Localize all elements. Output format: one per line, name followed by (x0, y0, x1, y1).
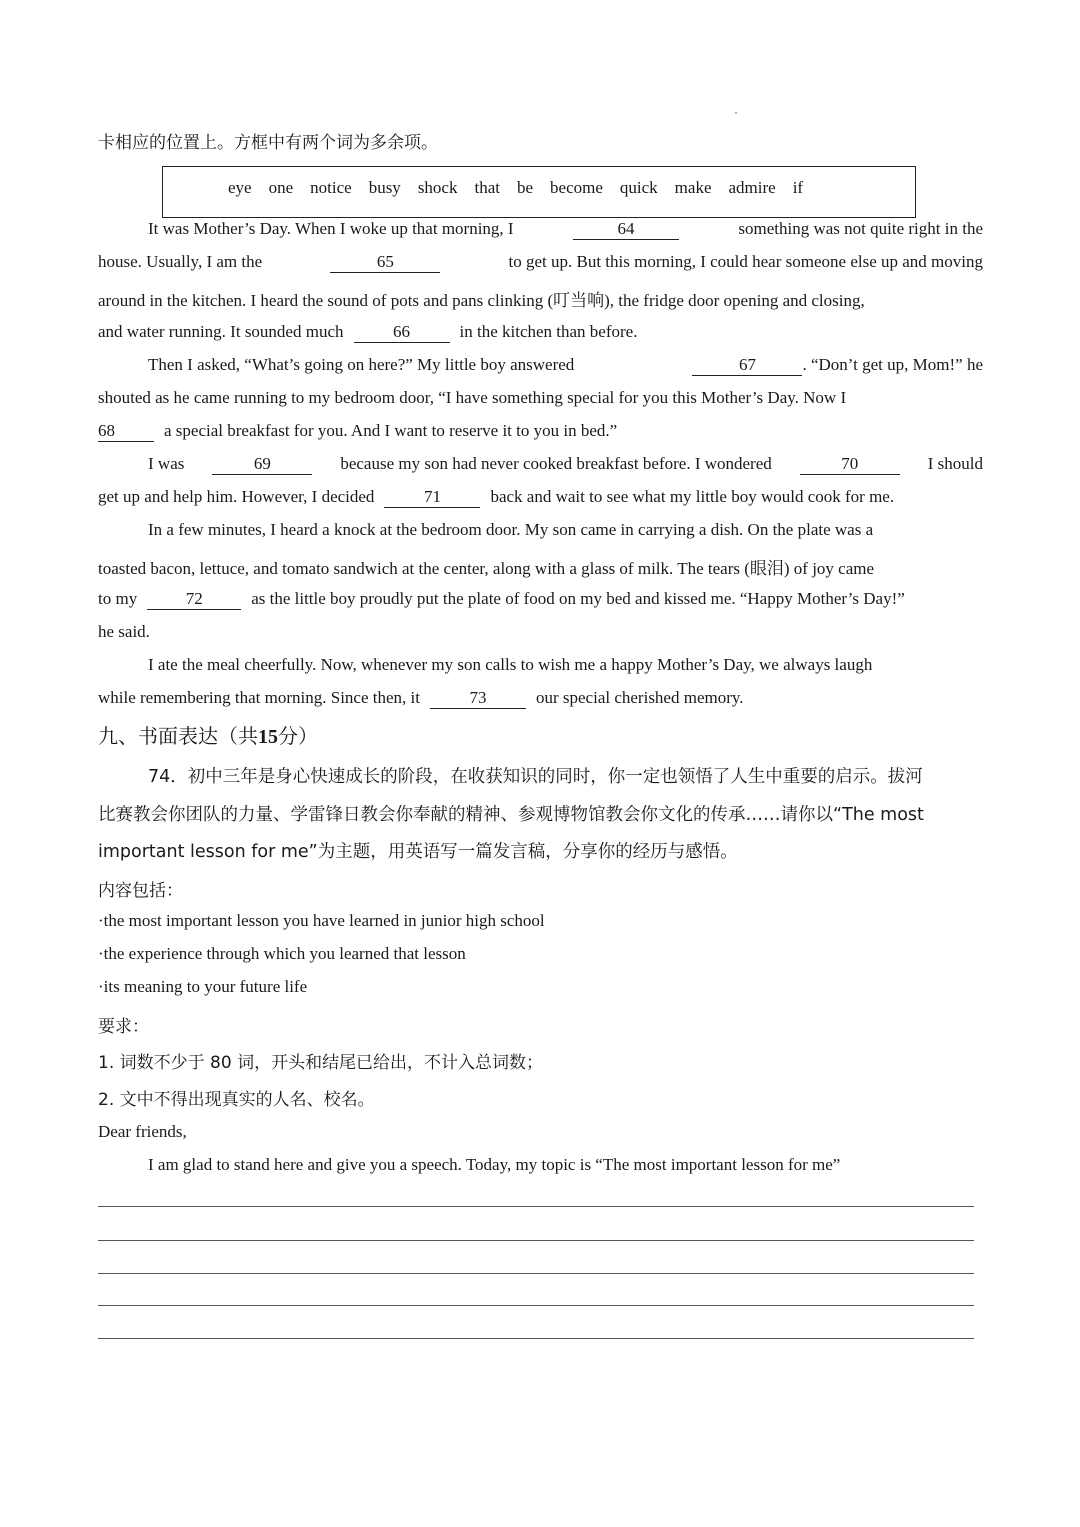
p1-line3 (98, 286, 983, 311)
p2-line3 (98, 421, 983, 442)
p4-line1 (148, 520, 983, 540)
heading-text-end: 分） (278, 724, 318, 748)
p1-line4 (98, 322, 983, 343)
text: back and wait to see what my little boy would cook for me. (490, 487, 895, 506)
blank-66[interactable]: 66 (354, 322, 450, 343)
writing-line[interactable] (98, 1305, 974, 1306)
scan-speck (735, 112, 737, 114)
text: a special breakfast for you. And I want to reserve it to you in bed.” (164, 421, 618, 440)
p3-line1 (148, 454, 983, 475)
blank-68[interactable]: 68 (98, 421, 154, 442)
section-heading (98, 720, 318, 749)
blank-72[interactable]: 72 (147, 589, 241, 610)
writing-line[interactable] (98, 1240, 974, 1241)
text: It was Mother’s Day. When I woke up that morning, I (148, 219, 514, 238)
word-bank-item: that (474, 178, 500, 197)
text: get up and help him. However, I decided (98, 487, 375, 506)
text: and water running. It sounded much (98, 322, 344, 341)
heading-text: 九、书面表达（共 (98, 724, 258, 748)
word-bank-item: make (674, 178, 712, 197)
text: toasted bacon, lettuce, and tomato sandwich at the center, along with a glass of milk. The tears (眼泪) of joy came (98, 559, 875, 578)
word-bank-item: eye (228, 178, 252, 197)
text: because my son had never cooked breakfast before. I wondered (340, 454, 772, 473)
text: he said. (98, 622, 150, 641)
text: to my (98, 589, 138, 608)
blank-65[interactable]: 65 (330, 252, 440, 273)
blank-64[interactable]: 64 (573, 219, 679, 240)
blank-73[interactable]: 73 (430, 688, 526, 709)
q74-line3: important lesson for me”为主题，用英语写一篇发言稿，分享你的经历与感悟。 (98, 842, 738, 862)
requirement-1: 1. 词数不少于 80 词，开头和结尾已给出，不计入总词数； (98, 1053, 544, 1073)
text: house. Usually, I am the (98, 252, 263, 271)
word-bank-box (162, 166, 916, 218)
heading-score: 15 (258, 726, 278, 748)
word-bank-item: shock (417, 178, 458, 197)
p1-line2 (98, 252, 983, 273)
blank-69[interactable]: 69 (212, 454, 312, 475)
word-bank-item: be (516, 178, 534, 197)
blank-71[interactable]: 71 (384, 487, 480, 508)
requirement-2: 2. 文中不得出现真实的人名、校名。 (98, 1090, 375, 1110)
word-bank-item: notice (310, 178, 352, 197)
p3-line2 (98, 487, 983, 508)
writing-line[interactable] (98, 1206, 974, 1207)
text: I should (927, 454, 983, 473)
requirements-label: 要求： (98, 1017, 149, 1037)
greeting: Dear friends, (98, 1122, 187, 1141)
p2-line2 (98, 388, 983, 408)
instruction-tail: 卡相应的位置上。方框中有两个词为多余项。 (98, 133, 438, 153)
text: while remembering that morning. Since then, it (98, 688, 420, 707)
word-bank-item: quick (619, 178, 658, 197)
text: I was (148, 454, 185, 473)
word-bank-item: busy (368, 178, 401, 197)
writing-line[interactable] (98, 1273, 974, 1274)
p5-line2 (98, 688, 983, 709)
q74-line2: 比赛教会你团队的力量、学雷锋日教会你奉献的精神、参观博物馆教会你文化的传承……请你以“The most (98, 805, 924, 825)
blank-67[interactable]: 67 (692, 355, 802, 376)
p5-line1 (148, 655, 983, 675)
text: Then I asked, “What’s going on here?” My little boy answered (148, 355, 575, 374)
text: to get up. But this morning, I could hear someone else up and moving (508, 252, 983, 271)
p4-line3 (98, 589, 993, 610)
word-bank-item: if (792, 178, 804, 197)
text: around in the kitchen. I heard the sound of pots and pans clinking (叮当响), the fridge door opening and closing, (98, 291, 865, 310)
writing-line[interactable] (98, 1338, 974, 1339)
word-bank-item: one (268, 178, 294, 197)
opening-sentence: I am glad to stand here and give you a speech. Today, my topic is “The most important lesson for me” (148, 1155, 841, 1174)
text: as the little boy proudly put the plate of food on my bed and kissed me. “Happy Mother’s Day!” (251, 589, 905, 608)
text: something was not quite right in the (738, 219, 983, 238)
text: In a few minutes, I heard a knock at the bedroom door. My son came in carrying a dish. On the plate was a (148, 520, 874, 539)
p1-line1 (148, 219, 983, 240)
bullet-1: ·the most important lesson you have learned in junior high school (98, 911, 545, 930)
text: in the kitchen than before. (459, 322, 638, 341)
q74-line1: 74．初中三年是身心快速成长的阶段，在收获知识的同时，你一定也领悟了人生中重要的启示。拔河 (148, 767, 923, 787)
text: I ate the meal cheerfully. Now, whenever my son calls to wish me a happy Mother’s Day, we always laugh (148, 655, 873, 674)
p4-line2 (98, 554, 983, 579)
p2-line1 (148, 355, 983, 376)
bullet-2: ·the experience through which you learned that lesson (98, 944, 466, 963)
word-bank-item: become (550, 178, 603, 197)
word-bank-item: admire (728, 178, 776, 197)
word-bank-list (228, 178, 820, 198)
p4-line4 (98, 622, 983, 642)
text: . “Don’t get up, Mom!” he (802, 355, 983, 374)
bullet-3: ·its meaning to your future life (98, 977, 308, 996)
content-label: 内容包括： (98, 881, 183, 901)
text: shouted as he came running to my bedroom door, “I have something special for you this Mother’s Day. Now I (98, 388, 847, 407)
text: our special cherished memory. (535, 688, 744, 707)
blank-70[interactable]: 70 (800, 454, 900, 475)
